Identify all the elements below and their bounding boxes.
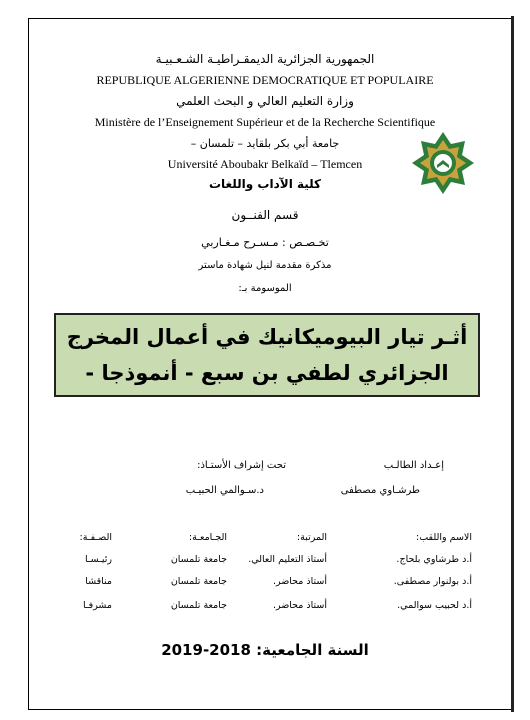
ministry-arabic: وزارة التعليم العالي و البحث العلمي bbox=[176, 94, 354, 108]
university-arabic: جامعة أبي بكر بلقايد – تلمسان – bbox=[190, 137, 340, 150]
university-french: Université Aboubakr Belkaïd – Tlemcen bbox=[167, 157, 363, 171]
jury-row bbox=[62, 576, 472, 590]
jury-header-university: الجـامعـة: bbox=[188, 532, 227, 543]
faculty-arabic: كلية الآداب واللغات bbox=[208, 177, 322, 191]
thesis-title-box bbox=[54, 313, 480, 397]
thesis-title-line2: الجزائري لطفي بن سبع - أنموذجا - bbox=[85, 361, 449, 385]
republic-french: REPUBLIQUE ALGERIENNE DEMOCRATIQUE ET POPULAIRE bbox=[96, 73, 434, 87]
thesis-title-line1: أثـر تيار البيوميكانيك في أعمال المخرج bbox=[66, 325, 468, 349]
jury-row bbox=[62, 554, 472, 568]
jury-member-rank: أستاذ محاضر. bbox=[272, 600, 327, 611]
supervisor-name: د.سـوالمي الحبيـب bbox=[185, 485, 264, 496]
university-logo bbox=[410, 130, 476, 196]
jury-member-name: أ.د بولنوار مصطفى. bbox=[393, 576, 472, 587]
jury-member-role: رئيـسـا bbox=[84, 554, 112, 565]
jury-member-university: جامعة تلمسان bbox=[170, 554, 227, 565]
department-arabic: قسم الفنــون bbox=[231, 208, 299, 222]
supervisor-label: تحت إشراف الأستـاذ: bbox=[197, 460, 286, 471]
jury-member-role: مشرفـا bbox=[82, 600, 112, 611]
page-border-shadow bbox=[511, 16, 514, 712]
jury-member-rank: أستاذ التعليم العالي. bbox=[248, 554, 327, 565]
jury-member-name: أ.د لحبيب سوالمي. bbox=[397, 600, 472, 611]
republic-arabic: الجمهورية الجزائرية الديمقـراطيـة الشـعـبيـة bbox=[155, 52, 375, 66]
jury-header-name: الاسم واللقب: bbox=[416, 532, 472, 543]
jury-header-role: الصـفـة: bbox=[79, 532, 112, 543]
jury-member-rank: أستاذ محاضر. bbox=[272, 576, 327, 587]
jury-member-name: أ.د طرشاوي بلحاج. bbox=[396, 554, 472, 565]
jury-header-row bbox=[62, 532, 472, 546]
prepared-by-label: إعـداد الطالـب bbox=[383, 460, 444, 471]
academic-year: السنة الجامعية: 2018-2019 bbox=[161, 641, 369, 659]
jury-member-university: جامعة تلمسان bbox=[170, 576, 227, 587]
ministry-french: Ministère de l’Enseignement Supérieur et de la Recherche Scientifique bbox=[94, 115, 436, 129]
thesis-type: مذكرة مقدمة لنيل شهادة ماستر bbox=[198, 260, 332, 271]
student-name: طرشـاوي مصطفى bbox=[340, 485, 420, 496]
jury-member-university: جامعة تلمسان bbox=[170, 600, 227, 611]
jury-header-rank: المرتبة: bbox=[296, 532, 327, 543]
jury-member-role: مناقشا bbox=[85, 576, 112, 587]
specialty: تخـصـص : مـسـرح مـغـاربي bbox=[201, 236, 329, 249]
titled-label: الموسومة بـ: bbox=[238, 283, 292, 294]
jury-row bbox=[62, 600, 472, 614]
